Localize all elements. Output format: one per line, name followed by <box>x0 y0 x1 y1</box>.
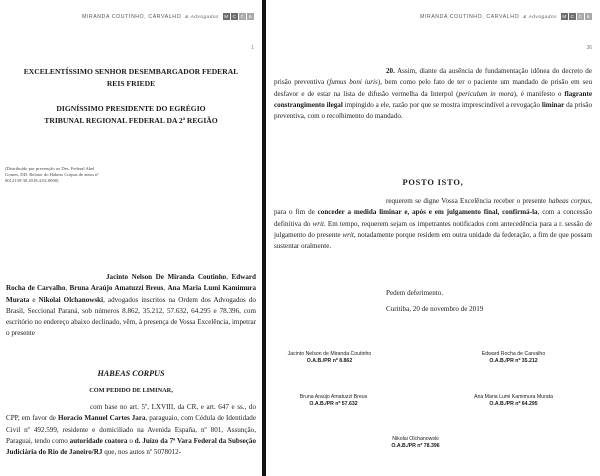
signer-oab: O.A.B./PR nº 8.862 <box>306 358 353 364</box>
logo-tile: C <box>578 14 583 19</box>
italic-text: writ <box>312 219 324 228</box>
closing-line: Pedem deferimento. <box>386 289 444 297</box>
heading-line: DIGNÍSSIMO PRESIDENTE DO EGRÉGIO <box>56 104 206 113</box>
page-left <box>0 0 262 476</box>
signature-block <box>272 351 387 365</box>
heading-line: EXCELENTÍSSIMO SENHOR DESEMBARGADOR FEDERAL <box>23 67 239 76</box>
signer-name: Nikolai Olchanowski <box>392 436 439 442</box>
signature-block <box>456 394 571 408</box>
habeas-corpus-title: HABEAS CORPUS <box>97 369 165 378</box>
firm-name: MIRANDA COUTINHO, CARVALHO <box>419 13 520 20</box>
court-name: d. Juízo da 7ª Vara Federal da Subseção Judiciária do Rio de Janeiro/RJ <box>6 436 257 457</box>
text: Assim, diante da ausência de fundamentação idônea do decreto de prisão preventiva ( <box>274 67 592 87</box>
intro-paragraph <box>6 272 256 340</box>
logo-tile: M <box>562 14 567 19</box>
bold-text: flagrante constrangimento ilegal <box>274 89 592 109</box>
firm-logo <box>223 13 254 20</box>
italic-text: habeas corpus <box>548 197 591 205</box>
page-right <box>266 0 600 476</box>
firm-header <box>420 13 592 20</box>
logo-tile: & <box>586 14 591 19</box>
logo-tile: C <box>232 14 237 19</box>
intro-text: , advogados inscritos na Ordem dos Advogados do Brasil, Seccional Paraná, sob números 8.862, 35.212, 57.632, 64.295 e 78.396, com escritório no endereço abaixo declinado, vêm, à presença de Vossa Excelência, impetrar o presente <box>6 295 256 338</box>
firm-name: MIRANDA COUTINHO, CARVALHO <box>81 13 182 20</box>
petitioner-name: Jacinto Nelson De Miranda Coutinho <box>106 273 227 281</box>
text: requerem se digne Vossa Excelência receber o presente <box>386 197 549 205</box>
signer-oab: O.A.B./PR nº 35.212 <box>489 358 538 364</box>
italic-text: writ <box>342 230 354 239</box>
separator: e <box>29 295 39 304</box>
paragraph-20 <box>274 66 592 122</box>
italic-text: periculum in mora <box>458 89 514 98</box>
text: , para o fim de <box>274 197 592 217</box>
signature-block <box>456 351 571 365</box>
note-line: (Distribuído por prevenção ao Des. Federal Abel <box>5 166 95 171</box>
request-paragraph <box>274 196 592 252</box>
logo-tile: & <box>248 14 253 19</box>
separator: , <box>226 273 232 281</box>
text: ), é manifesto o <box>513 89 565 98</box>
petitioner-name: Bruna Araújo Amatuzzi Breus <box>69 284 164 293</box>
text: , notadamente porque residem em outra unidade da federação, a fim de que possam sustentar oralmente. <box>274 230 592 251</box>
firm-suffix: & Advogados <box>185 14 219 19</box>
firm-header <box>82 13 254 20</box>
text: o <box>127 436 135 445</box>
text: impingido a ele, razão por que se mostra imprescindível a revogação <box>342 100 542 109</box>
signature-block <box>358 436 473 450</box>
separator: , <box>163 284 168 293</box>
text: . Em tempo, requerem sejam os impetrantes notificados com antecedência para a r. sessão de julgamento do presente <box>274 219 592 239</box>
firm-suffix: & Advogados <box>523 14 557 19</box>
signer-oab: O.A.B./PR nº 57.632 <box>309 401 358 407</box>
text: ), bem como pelo fato de ter o paciente um mandado de prisão em seu desfavor e de estar na lista de difusão vermelha da Interpol ( <box>274 78 592 98</box>
heading-line: TRIBUNAL REGIONAL FEDERAL DA 2ª REGIÃO <box>44 116 218 125</box>
distribution-note <box>5 166 135 184</box>
posto-isto-heading: POSTO ISTO, <box>402 178 464 187</box>
bold-text: liminar <box>541 100 565 109</box>
text: , paraguaio, com Cédula de Identidade Civil nº 492.599, residente e domiciliado na Avenida España, nº 801, Assunção, Paraguai, tendo como <box>6 414 256 445</box>
body-paragraph <box>6 402 256 458</box>
habeas-corpus-subtitle: COM PEDIDO DE LIMINAR, <box>89 387 173 394</box>
logo-tile: C <box>240 14 245 19</box>
patient-name: Horacio Manuel Cartes Jara <box>57 414 146 423</box>
text: que, nos autos nº 5078012- <box>102 448 182 457</box>
logo-tile: M <box>224 14 229 19</box>
note-line: 0012139-30.2018.4.02.0000) <box>5 178 59 183</box>
italic-text: fumus boni iuris <box>329 78 378 87</box>
bold-text: conceder a medida liminar e, após e em julgamento final, confirmá-la <box>317 208 538 217</box>
petitioner-name: Ana Maria Lumi Kamimura Murata <box>6 284 257 304</box>
heading-line: REIS FRIEDE <box>106 79 156 88</box>
logo-tile: C <box>570 14 575 19</box>
separator: , <box>65 284 70 293</box>
petitioner-name: Edward Rocha de Carvalho <box>6 273 256 293</box>
place-date: Curitiba, 20 de novembro de 2019 <box>386 305 484 313</box>
petitioner-name: Nikolai Olchanowski <box>38 295 104 304</box>
signer-name: Jacinto Nelson de Miranda Coutinho <box>287 351 372 357</box>
signer-name: Bruna Araújo Amatuzzi Breus <box>299 394 368 400</box>
signer-name: Ana Maria Lumi Kamimura Murata <box>474 394 553 400</box>
page-number: 36 <box>586 45 592 51</box>
note-line: Gomes, DD. Relator do Habeas Corpus de autos nº <box>5 172 99 177</box>
text: com base no art. 5º, LXVIII, da CR, e art. 647 e ss., do CPP, em favor de <box>6 403 256 423</box>
signer-name: Edward Rocha de Carvalho <box>481 351 546 357</box>
page-number: 1 <box>251 45 254 51</box>
signer-oab: O.A.B./PR nº 64.295 <box>489 401 538 407</box>
signature-block <box>276 394 391 408</box>
paragraph-number: 20. <box>386 67 395 75</box>
text: , com a concessão definitiva do <box>274 208 592 228</box>
text: da prisão preventiva, com o recolhimento do mandado. <box>274 100 592 121</box>
signer-oab: O.A.B./PR nº 78.396 <box>391 443 440 449</box>
firm-logo <box>561 13 592 20</box>
bold-text: autoridade coatora <box>69 436 128 445</box>
